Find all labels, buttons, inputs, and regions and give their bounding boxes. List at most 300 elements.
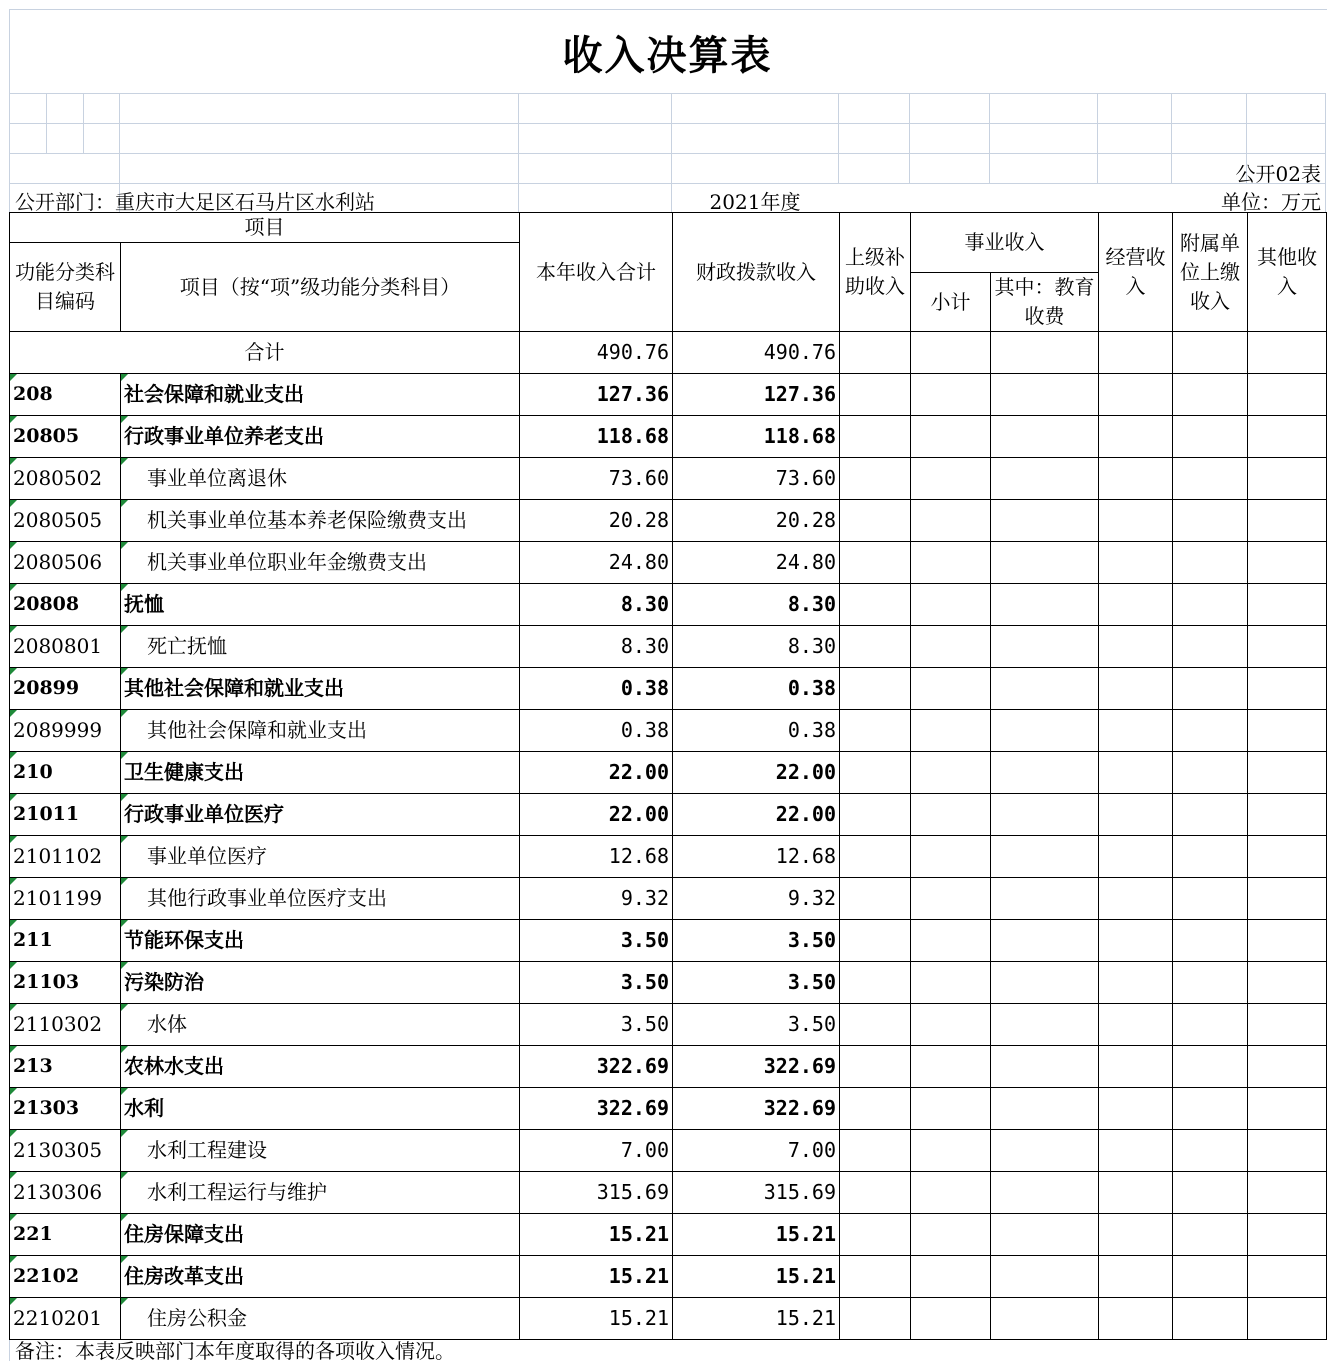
empty-cell [991, 1172, 1099, 1214]
income-table [9, 212, 1327, 1340]
cell-marker-icon [10, 1172, 17, 1179]
empty-cell [991, 1088, 1099, 1130]
header-superior: 上级补助收入 [840, 213, 911, 332]
empty-cell [1248, 752, 1327, 794]
empty-cell [911, 416, 991, 458]
row-name: 水利工程运行与维护 [121, 1172, 520, 1214]
empty-cell [1173, 1256, 1248, 1298]
empty-cell [1173, 416, 1248, 458]
row-total-income: 0.38 [520, 710, 673, 752]
empty-cell [1173, 962, 1248, 1004]
empty-cell [911, 962, 991, 1004]
row-total-income: 12.68 [520, 836, 673, 878]
empty-cell [840, 752, 911, 794]
row-fiscal: 3.50 [673, 962, 840, 1004]
empty-cell [1248, 878, 1327, 920]
row-name: 事业单位医疗 [121, 836, 520, 878]
row-name: 其他行政事业单位医疗支出 [121, 878, 520, 920]
row-name: 住房保障支出 [121, 1214, 520, 1256]
empty-cell [1099, 752, 1173, 794]
department-label: 公开部门：重庆市大足区石马片区水利站 [15, 190, 375, 214]
table-row [10, 1298, 1327, 1340]
empty-cell [1248, 920, 1327, 962]
row-fiscal: 3.50 [673, 920, 840, 962]
empty-cell [1173, 584, 1248, 626]
empty-cell [1248, 1088, 1327, 1130]
empty-cell [1248, 1214, 1327, 1256]
cell-marker-icon [10, 836, 17, 843]
empty-cell [1248, 1298, 1327, 1340]
row-total-income: 315.69 [520, 1172, 673, 1214]
table-row [10, 920, 1327, 962]
empty-cell [1173, 836, 1248, 878]
header-project-name: 项目（按“项”级功能分类科目） [121, 243, 520, 332]
total-income: 490.76 [520, 332, 673, 374]
row-code: 2080801 [10, 626, 121, 668]
empty-cell [1099, 1046, 1173, 1088]
table-row [10, 1130, 1327, 1172]
row-fiscal: 315.69 [673, 1172, 840, 1214]
table-row [10, 1004, 1327, 1046]
cell-marker-icon [10, 1256, 17, 1263]
row-total-income: 3.50 [520, 920, 673, 962]
empty-cell [1099, 1088, 1173, 1130]
table-row [10, 458, 1327, 500]
empty-cell [991, 542, 1099, 584]
empty-cell [840, 584, 911, 626]
fiscal-year: 2021年度 [709, 190, 801, 214]
empty-cell [911, 794, 991, 836]
table-row [10, 584, 1327, 626]
cell-marker-icon [10, 626, 17, 633]
cell-marker-icon [10, 1130, 17, 1137]
table-row [10, 962, 1327, 1004]
empty-cell [1248, 794, 1327, 836]
empty-cell [911, 1046, 991, 1088]
row-total-income: 7.00 [520, 1130, 673, 1172]
empty-cell [1173, 1004, 1248, 1046]
empty-cell [911, 458, 991, 500]
empty-cell [840, 1256, 911, 1298]
cell-marker-icon [10, 710, 17, 717]
empty-cell [1173, 710, 1248, 752]
cell-marker-icon [121, 542, 128, 549]
row-name: 住房改革支出 [121, 1256, 520, 1298]
row-code: 2101102 [10, 836, 121, 878]
empty-cell [1248, 374, 1327, 416]
table-row [10, 1046, 1327, 1088]
row-code: 21103 [10, 962, 121, 1004]
empty-cell [1248, 1046, 1327, 1088]
row-name: 水利 [121, 1088, 520, 1130]
row-fiscal: 12.68 [673, 836, 840, 878]
row-fiscal: 15.21 [673, 1298, 840, 1340]
cell-marker-icon [121, 374, 128, 381]
row-name: 农林水支出 [121, 1046, 520, 1088]
header-other: 其他收入 [1248, 213, 1327, 332]
cell-marker-icon [121, 500, 128, 507]
empty-cell [991, 416, 1099, 458]
table-row [10, 710, 1327, 752]
empty-cell [991, 1256, 1099, 1298]
cell-marker-icon [10, 962, 17, 969]
row-fiscal: 322.69 [673, 1046, 840, 1088]
empty-cell [1248, 542, 1327, 584]
row-total-income: 22.00 [520, 794, 673, 836]
row-name: 水体 [121, 1004, 520, 1046]
empty-cell [1099, 626, 1173, 668]
row-total-income: 73.60 [520, 458, 673, 500]
header-func-code: 功能分类科目编码 [10, 243, 121, 332]
table-row [10, 794, 1327, 836]
row-code: 2210201 [10, 1298, 121, 1340]
row-name: 死亡抚恤 [121, 626, 520, 668]
empty-cell [1248, 962, 1327, 1004]
row-code: 20899 [10, 668, 121, 710]
empty-cell [840, 920, 911, 962]
cell-marker-icon [10, 752, 17, 759]
empty-cell [840, 458, 911, 500]
row-name: 行政事业单位养老支出 [121, 416, 520, 458]
cell-marker-icon [121, 794, 128, 801]
row-fiscal: 8.30 [673, 626, 840, 668]
row-code: 21011 [10, 794, 121, 836]
empty-cell [991, 1298, 1099, 1340]
header-edu: 其中：教育收费 [991, 273, 1099, 332]
row-fiscal: 127.36 [673, 374, 840, 416]
empty-cell [840, 710, 911, 752]
empty-cell [840, 626, 911, 668]
empty-cell [911, 1004, 991, 1046]
row-code: 210 [10, 752, 121, 794]
empty-cell [911, 1256, 991, 1298]
cell-marker-icon [121, 878, 128, 885]
empty-cell [1099, 794, 1173, 836]
header-career: 事业收入 [911, 213, 1099, 273]
empty-cell [991, 374, 1099, 416]
cell-marker-icon [121, 1088, 128, 1095]
empty-cell [1173, 1088, 1248, 1130]
empty-cell [1099, 1214, 1173, 1256]
cell-marker-icon [121, 1172, 128, 1179]
empty-cell [991, 584, 1099, 626]
empty-cell [991, 1004, 1099, 1046]
table-row [10, 836, 1327, 878]
empty-cell [991, 458, 1099, 500]
empty-cell [1173, 458, 1248, 500]
empty-cell [911, 1130, 991, 1172]
empty-cell [1099, 458, 1173, 500]
row-fiscal: 22.00 [673, 794, 840, 836]
empty-cell [1248, 626, 1327, 668]
row-code: 213 [10, 1046, 121, 1088]
empty-cell [991, 710, 1099, 752]
header-project: 项目 [10, 213, 520, 243]
empty-cell [1248, 416, 1327, 458]
row-code: 2089999 [10, 710, 121, 752]
total-fiscal: 490.76 [673, 332, 840, 374]
empty-cell [840, 794, 911, 836]
unit-label: 单位：万元 [1221, 190, 1321, 214]
row-name: 其他社会保障和就业支出 [121, 710, 520, 752]
row-code: 2130306 [10, 1172, 121, 1214]
empty-cell [1173, 920, 1248, 962]
total-label: 合计 [10, 332, 520, 374]
row-total-income: 322.69 [520, 1046, 673, 1088]
table-row [10, 878, 1327, 920]
empty-cell [1173, 1172, 1248, 1214]
cell-marker-icon [121, 458, 128, 465]
empty-cell [1099, 962, 1173, 1004]
empty-cell [1248, 1130, 1327, 1172]
row-name: 卫生健康支出 [121, 752, 520, 794]
empty-cell [840, 1088, 911, 1130]
empty-cell [911, 1214, 991, 1256]
empty-cell [911, 1088, 991, 1130]
row-code: 221 [10, 1214, 121, 1256]
row-code: 2101199 [10, 878, 121, 920]
empty-cell [911, 374, 991, 416]
cell-marker-icon [121, 710, 128, 717]
empty-cell [840, 1004, 911, 1046]
row-code: 2080502 [10, 458, 121, 500]
row-fiscal: 322.69 [673, 1088, 840, 1130]
empty-cell [911, 710, 991, 752]
header-subtotal: 小计 [911, 273, 991, 332]
row-code: 2080506 [10, 542, 121, 584]
row-total-income: 15.21 [520, 1256, 673, 1298]
row-total-income: 8.30 [520, 626, 673, 668]
page-title: 收入决算表 [562, 33, 773, 79]
row-fiscal: 118.68 [673, 416, 840, 458]
empty-cell [911, 668, 991, 710]
row-code: 211 [10, 920, 121, 962]
table-row [10, 752, 1327, 794]
cell-marker-icon [10, 878, 17, 885]
empty-cell [1099, 710, 1173, 752]
row-code: 2080505 [10, 500, 121, 542]
empty-cell [991, 752, 1099, 794]
empty-cell [1173, 374, 1248, 416]
empty-cell [840, 500, 911, 542]
cell-marker-icon [121, 962, 128, 969]
row-code: 208 [10, 374, 121, 416]
cell-marker-icon [10, 500, 17, 507]
cell-marker-icon [10, 794, 17, 801]
row-total-income: 15.21 [520, 1214, 673, 1256]
cell-marker-icon [10, 1004, 17, 1011]
cell-marker-icon [10, 1214, 17, 1221]
empty-cell [1173, 878, 1248, 920]
empty-cell [1099, 1130, 1173, 1172]
row-total-income: 8.30 [520, 584, 673, 626]
table-row [10, 626, 1327, 668]
row-total-income: 118.68 [520, 416, 673, 458]
row-code: 20808 [10, 584, 121, 626]
cell-marker-icon [10, 458, 17, 465]
empty-cell [1248, 836, 1327, 878]
row-fiscal: 15.21 [673, 1256, 840, 1298]
empty-cell [1173, 1298, 1248, 1340]
empty-cell [840, 1172, 911, 1214]
row-name: 行政事业单位医疗 [121, 794, 520, 836]
row-name: 节能环保支出 [121, 920, 520, 962]
row-name: 机关事业单位职业年金缴费支出 [121, 542, 520, 584]
cell-marker-icon [121, 1130, 128, 1137]
table-row [10, 1088, 1327, 1130]
empty-cell [911, 836, 991, 878]
header-row-1 [10, 213, 1327, 243]
table-row [10, 542, 1327, 584]
row-total-income: 127.36 [520, 374, 673, 416]
row-code: 2130305 [10, 1130, 121, 1172]
empty-cell [991, 878, 1099, 920]
header-fiscal: 财政拨款收入 [673, 213, 840, 332]
row-fiscal: 15.21 [673, 1214, 840, 1256]
row-fiscal: 0.38 [673, 668, 840, 710]
empty-cell [911, 1172, 991, 1214]
cell-marker-icon [121, 668, 128, 675]
row-total-income: 22.00 [520, 752, 673, 794]
empty-cell [911, 584, 991, 626]
total-row [10, 332, 1327, 374]
table-row [10, 416, 1327, 458]
empty-cell [911, 752, 991, 794]
empty-cell [991, 962, 1099, 1004]
row-total-income: 0.38 [520, 668, 673, 710]
row-code: 2110302 [10, 1004, 121, 1046]
empty-cell [911, 1298, 991, 1340]
row-total-income: 9.32 [520, 878, 673, 920]
cell-marker-icon [10, 374, 17, 381]
empty-cell [991, 836, 1099, 878]
row-fiscal: 3.50 [673, 1004, 840, 1046]
empty-cell [840, 416, 911, 458]
row-name: 社会保障和就业支出 [121, 374, 520, 416]
empty-cell [1099, 668, 1173, 710]
row-fiscal: 9.32 [673, 878, 840, 920]
empty-cell [1173, 752, 1248, 794]
row-name: 住房公积金 [121, 1298, 520, 1340]
empty-cell [991, 1214, 1099, 1256]
empty-cell [1099, 1004, 1173, 1046]
empty-cell [1099, 542, 1173, 584]
empty-cell [1173, 500, 1248, 542]
cell-marker-icon [121, 1004, 128, 1011]
empty-cell [1248, 1004, 1327, 1046]
row-code: 21303 [10, 1088, 121, 1130]
table-row [10, 500, 1327, 542]
empty-cell [1099, 416, 1173, 458]
empty-cell [1248, 500, 1327, 542]
row-fiscal: 8.30 [673, 584, 840, 626]
row-total-income: 20.28 [520, 500, 673, 542]
cell-marker-icon [121, 1298, 128, 1305]
empty-cell [1173, 542, 1248, 584]
form-number: 公开02表 [1235, 162, 1321, 186]
header-operating: 经营收入 [1099, 213, 1173, 332]
row-name: 水利工程建设 [121, 1130, 520, 1172]
row-fiscal: 73.60 [673, 458, 840, 500]
empty-cell [1173, 668, 1248, 710]
cell-marker-icon [10, 1046, 17, 1053]
empty-cell [1248, 668, 1327, 710]
row-total-income: 322.69 [520, 1088, 673, 1130]
row-total-income: 24.80 [520, 542, 673, 584]
empty-cell [1099, 878, 1173, 920]
row-fiscal: 7.00 [673, 1130, 840, 1172]
empty-cell [840, 542, 911, 584]
footnote: 备注：本表反映部门本年度取得的各项收入情况。 [15, 1339, 455, 1363]
empty-cell [1099, 1298, 1173, 1340]
cell-marker-icon [121, 836, 128, 843]
cell-marker-icon [121, 416, 128, 423]
cell-marker-icon [10, 1088, 17, 1095]
row-code: 22102 [10, 1256, 121, 1298]
cell-marker-icon [10, 920, 17, 927]
empty-cell [991, 626, 1099, 668]
header-affiliated: 附属单位上缴收入 [1173, 213, 1248, 332]
empty-cell [911, 500, 991, 542]
cell-marker-icon [10, 416, 17, 423]
empty-cell [840, 1214, 911, 1256]
empty-cell [911, 878, 991, 920]
cell-marker-icon [121, 584, 128, 591]
empty-cell [1099, 1172, 1173, 1214]
cell-marker-icon [121, 920, 128, 927]
empty-cell [911, 920, 991, 962]
row-name: 其他社会保障和就业支出 [121, 668, 520, 710]
empty-cell [1248, 458, 1327, 500]
table-row [10, 374, 1327, 416]
empty-cell [1248, 584, 1327, 626]
empty-cell [840, 1046, 911, 1088]
empty-cell [991, 1046, 1099, 1088]
row-total-income: 15.21 [520, 1298, 673, 1340]
empty-cell [840, 962, 911, 1004]
empty-cell [840, 374, 911, 416]
row-code: 20805 [10, 416, 121, 458]
empty-cell [840, 668, 911, 710]
empty-cell [1099, 920, 1173, 962]
empty-cell [1173, 1046, 1248, 1088]
cell-marker-icon [121, 1046, 128, 1053]
row-fiscal: 22.00 [673, 752, 840, 794]
empty-cell [1173, 1214, 1248, 1256]
row-fiscal: 0.38 [673, 710, 840, 752]
row-total-income: 3.50 [520, 1004, 673, 1046]
table-row [10, 1214, 1327, 1256]
empty-cell [1248, 1256, 1327, 1298]
empty-cell [991, 794, 1099, 836]
empty-cell [1099, 500, 1173, 542]
empty-cell [1173, 794, 1248, 836]
header-total-income: 本年收入合计 [520, 213, 673, 332]
empty-cell [1099, 836, 1173, 878]
empty-cell [991, 1130, 1099, 1172]
empty-cell [1173, 626, 1248, 668]
empty-cell [840, 1298, 911, 1340]
cell-marker-icon [121, 752, 128, 759]
empty-cell [840, 878, 911, 920]
row-fiscal: 24.80 [673, 542, 840, 584]
cell-marker-icon [10, 542, 17, 549]
empty-cell [991, 668, 1099, 710]
empty-cell [1248, 710, 1327, 752]
empty-cell [911, 542, 991, 584]
row-name: 抚恤 [121, 584, 520, 626]
empty-cell [1248, 1172, 1327, 1214]
